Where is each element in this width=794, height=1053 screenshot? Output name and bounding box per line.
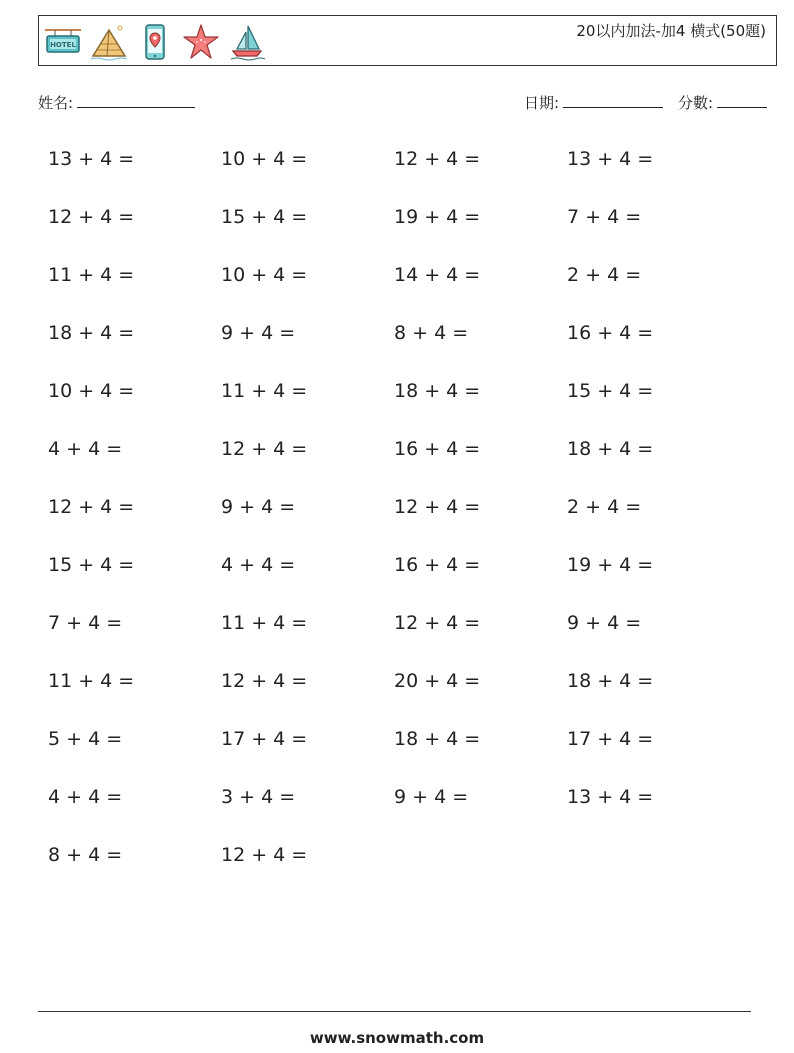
score-label: 分數: xyxy=(678,94,714,112)
problem-item: 12 + 4 = xyxy=(394,496,481,518)
name-label: 姓名: xyxy=(38,94,74,112)
hotel-sign-icon xyxy=(43,22,83,62)
problem-item: 4 + 4 = xyxy=(48,786,123,808)
name-field xyxy=(38,92,195,113)
problem-item: 16 + 4 = xyxy=(394,438,481,460)
problem-item: 19 + 4 = xyxy=(567,554,654,576)
problem-item: 12 + 4 = xyxy=(48,206,135,228)
score-field xyxy=(678,92,767,113)
problem-item: 3 + 4 = xyxy=(221,786,296,808)
problem-item: 12 + 4 = xyxy=(394,612,481,634)
problem-item: 15 + 4 = xyxy=(48,554,135,576)
problem-item: 8 + 4 = xyxy=(394,322,469,344)
problem-item: 11 + 4 = xyxy=(221,380,308,402)
footer-divider xyxy=(38,1011,751,1012)
icon-strip xyxy=(43,21,267,63)
footer-url: www.snowmath.com xyxy=(309,1029,485,1047)
name-blank-line[interactable] xyxy=(77,93,195,108)
problem-item: 20 + 4 = xyxy=(394,670,481,692)
problem-item: 8 + 4 = xyxy=(48,844,123,866)
problem-item: 12 + 4 = xyxy=(394,148,481,170)
problem-item: 11 + 4 = xyxy=(48,264,135,286)
date-blank-line[interactable] xyxy=(563,93,663,108)
problem-item: 16 + 4 = xyxy=(394,554,481,576)
problem-item: 12 + 4 = xyxy=(221,844,308,866)
header-box xyxy=(38,15,777,66)
problem-item: 10 + 4 = xyxy=(221,148,308,170)
worksheet-title: 20以内加法-加4 横式(50題) xyxy=(576,22,766,40)
problem-item: 4 + 4 = xyxy=(48,438,123,460)
phone-location-icon xyxy=(135,22,175,62)
svg-text:HOTEL: HOTEL xyxy=(50,41,76,49)
problem-item: 17 + 4 = xyxy=(221,728,308,750)
problem-item: 9 + 4 = xyxy=(221,496,296,518)
problem-item: 12 + 4 = xyxy=(48,496,135,518)
problem-item: 4 + 4 = xyxy=(221,554,296,576)
sailboat-icon xyxy=(227,22,267,62)
problem-item: 18 + 4 = xyxy=(394,380,481,402)
problem-item: 12 + 4 = xyxy=(221,438,308,460)
problem-item: 11 + 4 = xyxy=(221,612,308,634)
problem-item: 2 + 4 = xyxy=(567,496,642,518)
problem-item: 11 + 4 = xyxy=(48,670,135,692)
problem-item: 17 + 4 = xyxy=(567,728,654,750)
problem-item: 9 + 4 = xyxy=(394,786,469,808)
score-blank-line[interactable] xyxy=(717,93,767,108)
problem-item: 13 + 4 = xyxy=(48,148,135,170)
pyramid-icon xyxy=(89,22,129,62)
starfish-icon xyxy=(181,22,221,62)
problem-item: 15 + 4 = xyxy=(221,206,308,228)
problem-item: 10 + 4 = xyxy=(221,264,308,286)
problem-item: 7 + 4 = xyxy=(48,612,123,634)
problem-item: 19 + 4 = xyxy=(394,206,481,228)
problem-item: 5 + 4 = xyxy=(48,728,123,750)
problem-item: 10 + 4 = xyxy=(48,380,135,402)
problem-item: 9 + 4 = xyxy=(221,322,296,344)
problem-item: 14 + 4 = xyxy=(394,264,481,286)
problem-item: 15 + 4 = xyxy=(567,380,654,402)
problem-item: 18 + 4 = xyxy=(48,322,135,344)
problem-item: 12 + 4 = xyxy=(221,670,308,692)
problem-item: 18 + 4 = xyxy=(394,728,481,750)
date-label: 日期: xyxy=(524,94,560,112)
problem-item: 13 + 4 = xyxy=(567,786,654,808)
problem-item: 18 + 4 = xyxy=(567,670,654,692)
problem-item: 2 + 4 = xyxy=(567,264,642,286)
problem-item: 13 + 4 = xyxy=(567,148,654,170)
problem-item: 7 + 4 = xyxy=(567,206,642,228)
problem-item: 9 + 4 = xyxy=(567,612,642,634)
problem-item: 18 + 4 = xyxy=(567,438,654,460)
problem-item: 16 + 4 = xyxy=(567,322,654,344)
date-field xyxy=(524,92,663,113)
